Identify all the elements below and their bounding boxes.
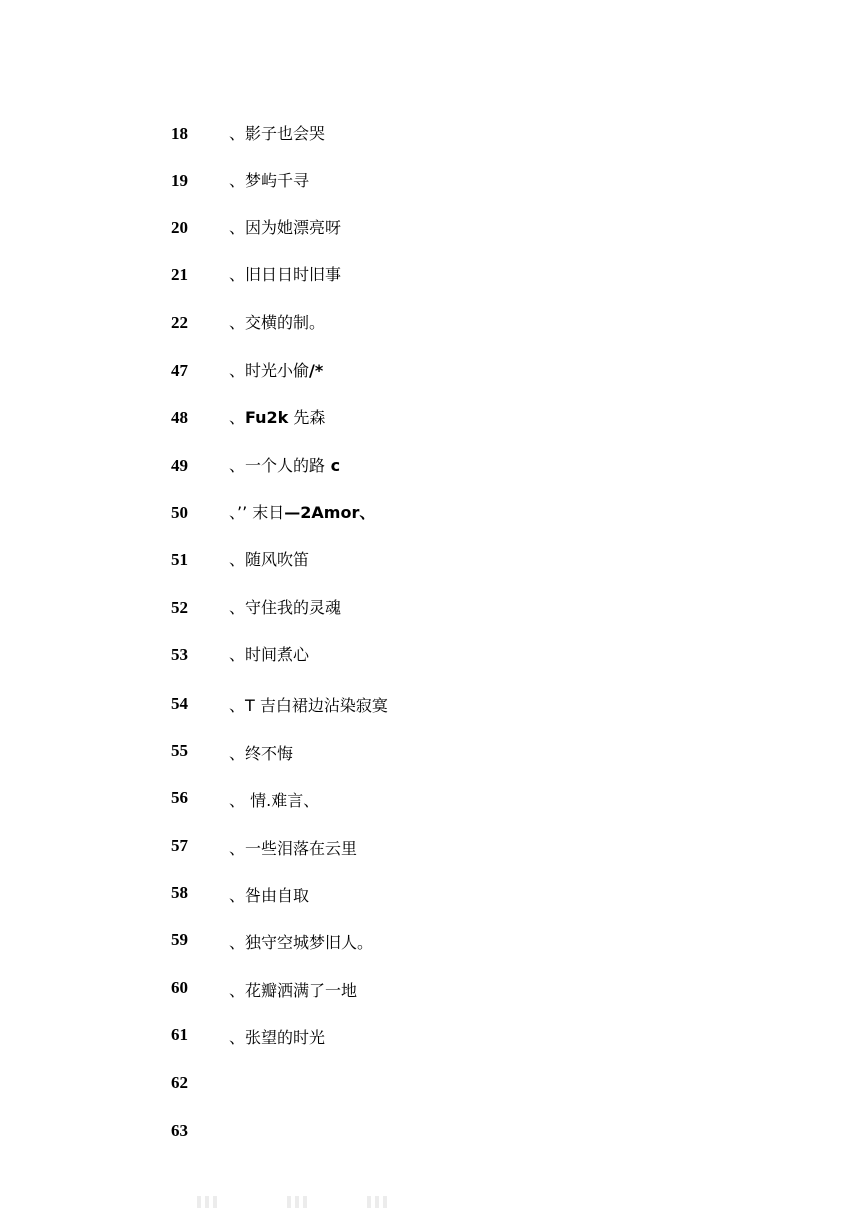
item-text: 、独守空城梦旧人。	[229, 933, 374, 952]
item-number: 48	[171, 408, 188, 427]
list-item	[0, 171, 860, 201]
item-number: 59	[171, 930, 188, 949]
item-number: 52	[171, 598, 188, 617]
item-number: 57	[171, 836, 188, 855]
item-text: 、梦屿千寻	[229, 171, 310, 190]
item-text: 、咎由自取	[229, 886, 310, 905]
item-number: 20	[171, 218, 188, 237]
list-item	[0, 1121, 860, 1151]
item-number: 21	[171, 265, 188, 284]
list-item	[0, 503, 860, 533]
item-text: 、旧日日时旧事	[229, 265, 342, 284]
item-text: 、交横的制。	[229, 313, 326, 332]
item-number: 49	[171, 456, 188, 475]
list-item	[0, 978, 860, 1008]
item-text: 、一些泪落在云里	[229, 839, 358, 858]
item-number: 47	[171, 361, 188, 380]
item-number: 60	[171, 978, 188, 997]
list-item	[0, 124, 860, 154]
list-item	[0, 883, 860, 913]
item-text: 、一个人的路 c	[229, 456, 341, 475]
list-item	[0, 1073, 860, 1103]
item-number: 54	[171, 694, 188, 713]
item-number: 61	[171, 1025, 188, 1044]
list-item	[0, 930, 860, 960]
item-number: 63	[171, 1121, 188, 1140]
list-item	[0, 694, 860, 724]
item-text: 、’’ 末日—2Amor、	[229, 503, 376, 522]
item-number: 50	[171, 503, 188, 522]
item-number: 19	[171, 171, 188, 190]
item-number: 58	[171, 883, 188, 902]
item-number: 18	[171, 124, 188, 143]
item-number: 51	[171, 550, 188, 569]
list-item	[0, 741, 860, 771]
item-text: 、因为她漂亮呀	[229, 218, 342, 237]
list-item	[0, 456, 860, 486]
item-text: 、 情.难言、	[229, 791, 320, 810]
list-item	[0, 1025, 860, 1055]
list-item	[0, 265, 860, 295]
list-item	[0, 598, 860, 628]
bleed-through-mark	[195, 1192, 415, 1212]
item-text: 、时间煮心	[229, 645, 310, 664]
item-number: 62	[171, 1073, 188, 1092]
list-item	[0, 550, 860, 580]
list-item	[0, 313, 860, 343]
list-item	[0, 645, 860, 675]
item-text: 、张望的时光	[229, 1028, 326, 1047]
item-text: 、随风吹笛	[229, 550, 310, 569]
list-item	[0, 361, 860, 391]
list-item	[0, 788, 860, 818]
list-item	[0, 408, 860, 438]
item-number: 53	[171, 645, 188, 664]
item-number: 56	[171, 788, 188, 807]
item-number: 55	[171, 741, 188, 760]
list-item	[0, 218, 860, 248]
item-text: 、守住我的灵魂	[229, 598, 342, 617]
item-text: 、时光小偷/*	[229, 361, 324, 380]
item-text: 、Fu2k 先森	[229, 408, 326, 427]
item-text: 、影子也会哭	[229, 124, 326, 143]
item-text: 、终不悔	[229, 744, 294, 763]
item-text: 、花瓣洒满了一地	[229, 981, 358, 1000]
item-number: 22	[171, 313, 188, 332]
item-text: 、T 吉白裙边沾染寂寞	[229, 696, 388, 715]
list-item	[0, 836, 860, 866]
